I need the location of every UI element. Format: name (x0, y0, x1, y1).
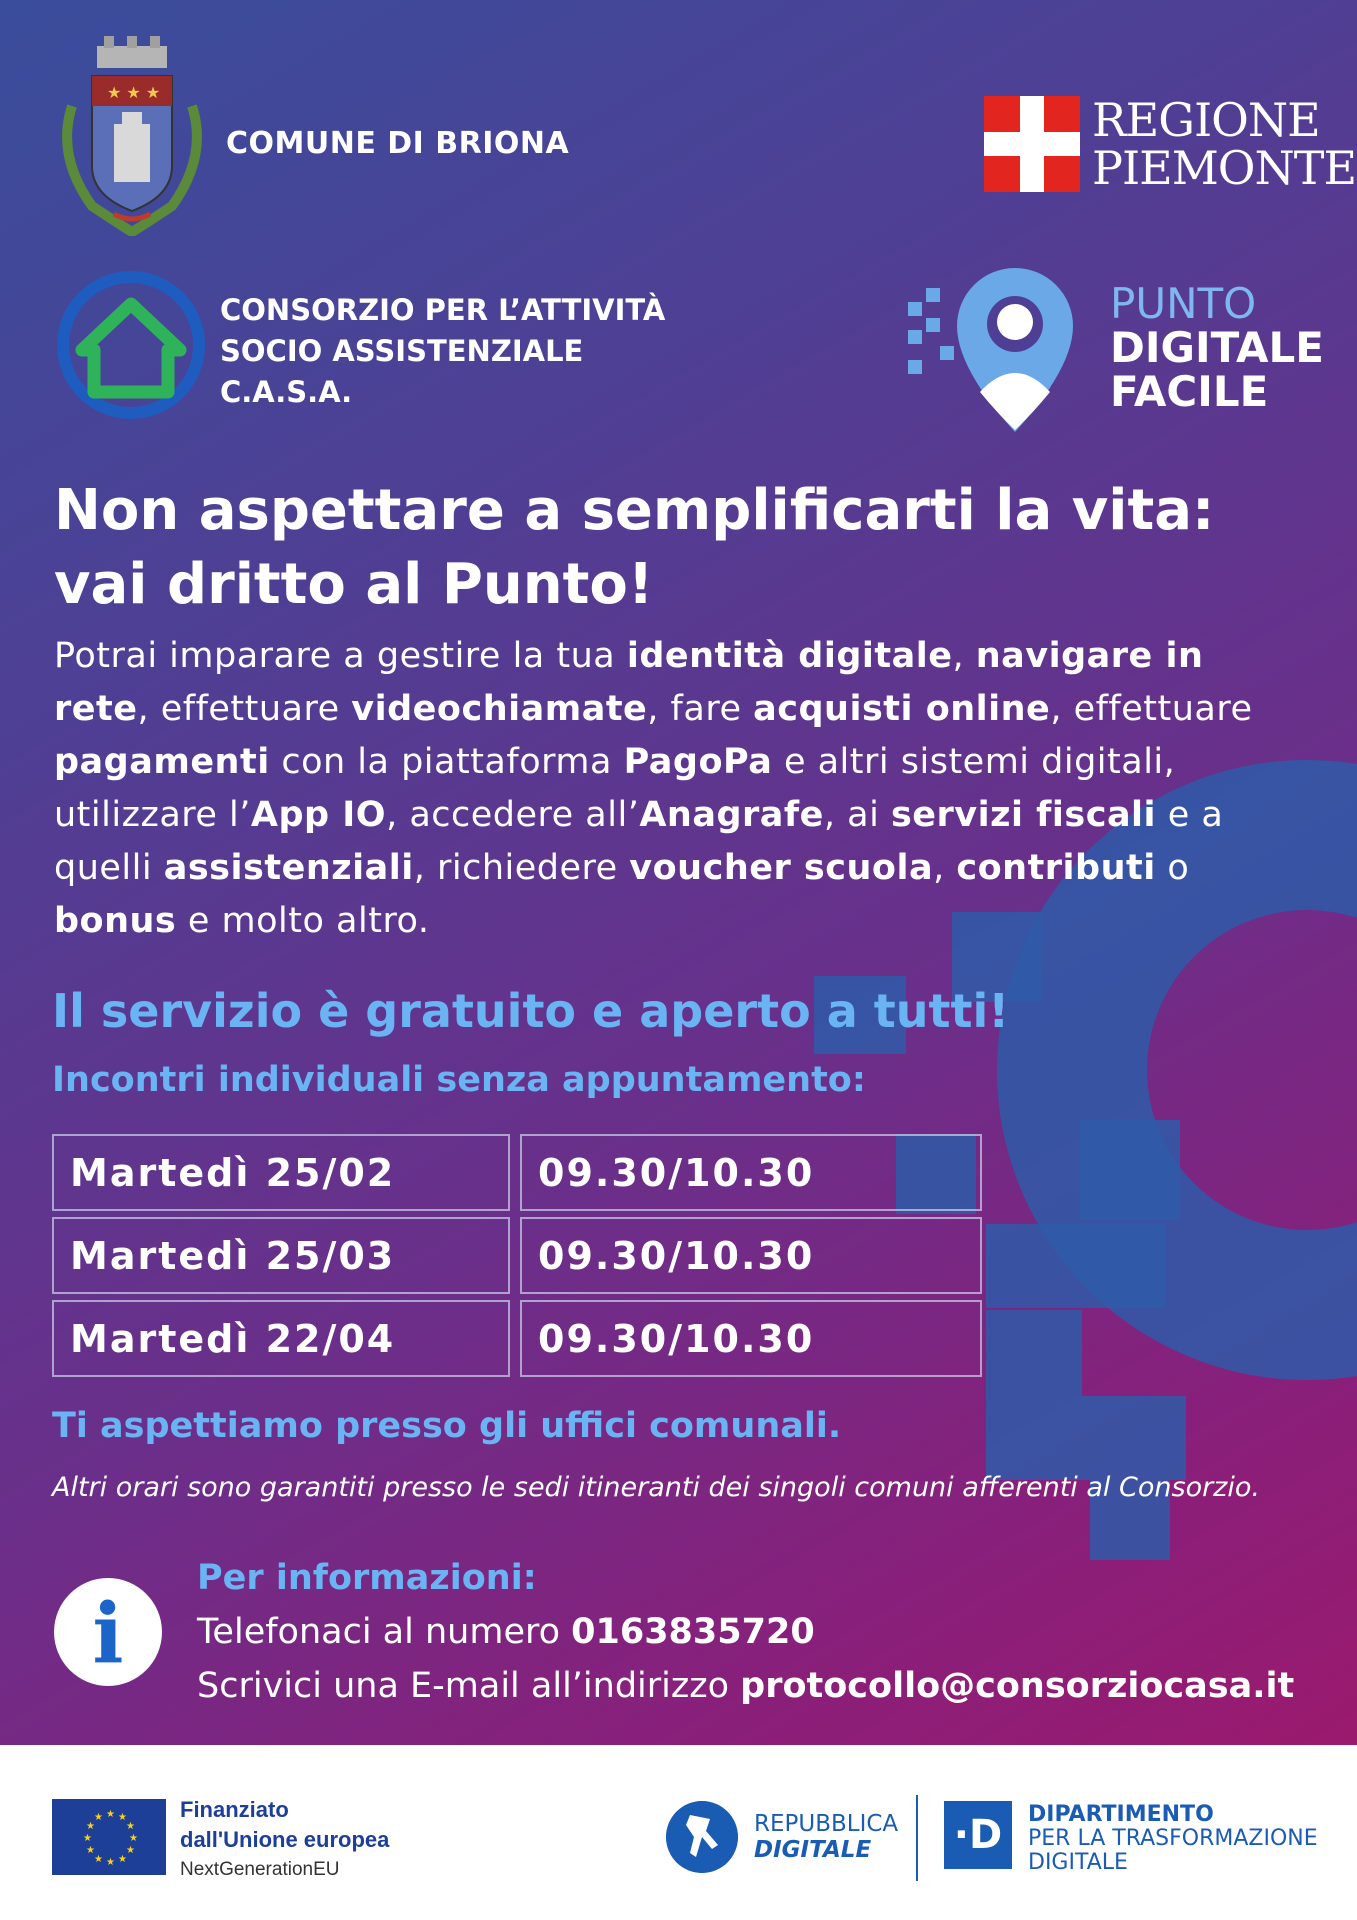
schedule-date: Martedì 25/03 (52, 1217, 510, 1294)
free-service-heading: Il servizio è gratuito e aperto a tutti! (52, 984, 1010, 1038)
dipartimento-text (1028, 1803, 1318, 1875)
decorative-block (1080, 1120, 1180, 1220)
eu-flag-icon (52, 1799, 166, 1875)
regione-line1: REGIONE (1092, 93, 1320, 147)
body-bold: Anagrafe (639, 795, 824, 835)
svg-text:★: ★ (94, 1854, 103, 1865)
punto-digitale-facile-text (1110, 279, 1324, 416)
schedule-time: 09.30/10.30 (520, 1134, 982, 1211)
consorzio-line1: CONSORZIO PER L’ATTIVITÀ (220, 293, 666, 327)
schedule-date: Martedì 22/04 (52, 1300, 510, 1377)
info-phone-line (197, 1612, 815, 1652)
info-icon-letter: i (92, 1586, 124, 1682)
body-bold: acquisti online (753, 689, 1051, 729)
svg-text:★: ★ (129, 1833, 138, 1844)
body-text: , effettuare (1050, 689, 1253, 729)
regione-flag-icon (984, 96, 1080, 192)
consorzio-line3: C.A.S.A. (220, 375, 353, 409)
body-text: , effettuare (137, 689, 352, 729)
body-text: Potrai imparare a gestire la tua (54, 636, 627, 676)
dipartimento-logo-icon: ·D (944, 1801, 1012, 1869)
dip-line1: DIPARTIMENTO (1028, 1802, 1214, 1827)
phone-number[interactable]: 0163835720 (571, 1612, 815, 1652)
casa-house-icon (54, 268, 208, 422)
body-text: o (1155, 848, 1190, 888)
body-paragraph (54, 630, 1304, 948)
body-bold: pagamenti (54, 742, 270, 782)
svg-text:★: ★ (86, 1845, 95, 1856)
altri-orari-note: Altri orari sono garantiti presso le sedi itineranti dei singoli comuni afferenti al Consorzio. (52, 1472, 1260, 1503)
svg-text:★: ★ (126, 1821, 135, 1832)
consorzio-name (220, 290, 665, 413)
headline-line2: vai dritto al Punto! (54, 552, 654, 617)
svg-text:★: ★ (126, 1845, 135, 1856)
body-text: , (933, 848, 957, 888)
body-bold: identità digitale (626, 636, 953, 676)
schedule-time: 09.30/10.30 (520, 1300, 982, 1377)
briona-coat-of-arms-icon (52, 36, 212, 236)
repubblica-digitale-text (754, 1811, 898, 1863)
headline (54, 474, 1314, 622)
body-text: e molto altro. (176, 901, 430, 941)
schedule-row (52, 1134, 982, 1211)
eu-line2: dall'Unione europea (180, 1827, 390, 1852)
consorzio-line2: SOCIO ASSISTENZIALE (220, 334, 584, 368)
body-text: , fare (647, 689, 754, 729)
comune-name: COMUNE DI BRIONA (226, 126, 570, 161)
schedule-row (52, 1217, 982, 1294)
decorative-block (986, 1310, 1082, 1396)
punto-digitale-facile-pin-icon (900, 264, 1090, 434)
pdf-line1: PUNTO (1110, 279, 1257, 328)
email-label: Scrivici una E-mail all’indirizzo (197, 1666, 741, 1706)
body-bold: PagoPa (623, 742, 773, 782)
body-bold: assistenziali (163, 848, 414, 888)
rep-line1: REPUBBLICA (754, 1811, 899, 1837)
body-text: , richiedere (413, 848, 630, 888)
body-text: , ai (823, 795, 891, 835)
info-title: Per informazioni: (197, 1558, 537, 1598)
body-text: , accedere all’ (386, 795, 640, 835)
info-icon (54, 1578, 162, 1686)
rep-line2: DIGITALE (754, 1837, 872, 1863)
eu-line3: NextGenerationEU (180, 1859, 340, 1880)
body-bold: contributi (956, 848, 1156, 888)
incontri-heading: Incontri individuali senza appuntamento: (52, 1060, 866, 1100)
dip-line3: DIGITALE (1028, 1850, 1128, 1875)
body-bold: App IO (250, 795, 387, 835)
body-text: con la piattaforma (269, 742, 624, 782)
decorative-block (986, 1396, 1186, 1480)
headline-line1: Non aspettare a semplificarti la vita: (54, 478, 1215, 543)
svg-text:★: ★ (106, 1809, 115, 1820)
regione-line2: PIEMONTE (1092, 141, 1357, 195)
email-address[interactable]: protocollo@consorziocasa.it (740, 1666, 1295, 1706)
svg-text:★: ★ (83, 1833, 92, 1844)
body-bold: servizi fiscali (890, 795, 1157, 835)
pdf-line3: FACILE (1110, 367, 1269, 416)
eu-funding-text (180, 1795, 389, 1885)
schedule-date: Martedì 25/02 (52, 1134, 510, 1211)
aspettiamo-text: Ti aspettiamo presso gli uffici comunali. (52, 1406, 842, 1446)
body-bold: navigare in rete (54, 636, 1204, 729)
schedule-row (52, 1300, 982, 1377)
eu-line1: Finanziato (180, 1797, 289, 1822)
svg-text:★: ★ (106, 1857, 115, 1868)
footer-divider (916, 1795, 918, 1881)
body-bold: voucher scuola (629, 848, 934, 888)
body-text: e a quelli (54, 795, 1224, 888)
svg-text:★: ★ (118, 1812, 127, 1823)
schedule-table (52, 1134, 982, 1383)
info-email-line (197, 1666, 1294, 1706)
dip-line2: PER LA TRASFORMAZIONE (1028, 1826, 1318, 1851)
regione-piemonte-logo (984, 93, 1357, 195)
regione-text (1092, 93, 1357, 195)
repubblica-digitale-icon (666, 1801, 738, 1873)
svg-text:★ ★ ★: ★ ★ ★ (107, 83, 161, 102)
svg-text:★: ★ (86, 1821, 95, 1832)
body-bold: videochiamate (351, 689, 648, 729)
phone-label: Telefonaci al numero (197, 1612, 572, 1652)
svg-text:★: ★ (94, 1812, 103, 1823)
schedule-time: 09.30/10.30 (520, 1217, 982, 1294)
footer (0, 1745, 1357, 1920)
pdf-line2: DIGITALE (1110, 323, 1324, 372)
svg-text:★: ★ (118, 1854, 127, 1865)
body-bold: bonus (54, 901, 177, 941)
decorative-block (986, 1224, 1166, 1308)
body-text: e altri sistemi digitali, utilizzare l’ (54, 742, 1176, 835)
body-text: , (952, 636, 976, 676)
